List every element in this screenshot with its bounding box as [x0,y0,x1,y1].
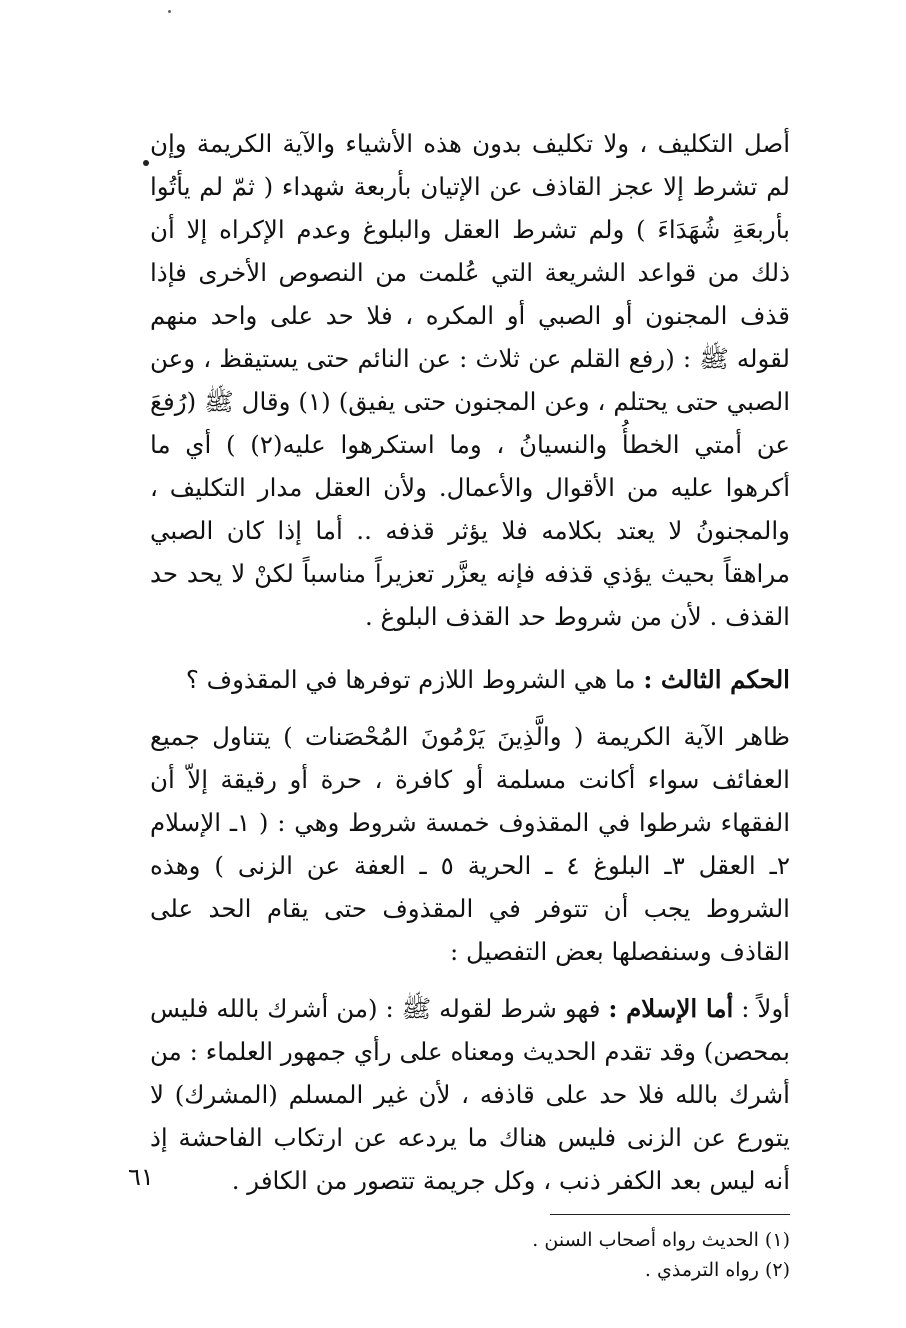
paragraph-1: أصل التكليف ، ولا تكليف بدون هذه الأشياء والآية الكريمة وإن لم تشرط إلا عجز القاذف عن الإتيان بأربعة شهداء ( ثمّ لم يأتُوا بأربعَةِ شُهَدَاءَ ) ولم تشرط العقل والبلوغ وعدم الإكراه إلا أن ذلك من قواعد الشريعة التي عُلمت من النصوص الأخرى فإذا قذف المجنون أو الصبي أو المكره ، فلا حد على واحد منهم لقوله ﷺ : (رفع القلم عن ثلاث : عن النائم حتى يستيقظ ، وعن الصبي حتى يحتلم ، وعن المجنون حتى يفيق) (١) وقال ﷺ (رُفعَ عن أمتي الخطأُ والنسيانُ ، وما استكرهوا عليه(٢) ) أي ما أكرهوا عليه من الأقوال والأعمال. ولأن العقل مدار التكليف ، والمجنونُ لا يعتد بكلامه فلا يؤثر قذفه .. أما إذا كان الصبي مراهقاً بحيث يؤذي قذفه فإنه يعزَّر تعزيراً مناسباً لكنْ لا يحد حد القذف . لأن من شروط حد القذف البلوغ . [150,129,791,631]
footnote-separator [550,1214,790,1215]
paragraph-4-text: فهو شرط لقوله ﷺ : (من أشرك بالله فليس بمحصن) وقد تقدم الحديث ومعناه على رأي جمهور العلماء : من أشرك بالله فلا حد على قاذفه ، لأن غير المسلم (المشرك) لا يتورع عن الزنى فليس هناك ما يردعه عن ارتكاب الفاحشة إذ أنه ليس بعد الكفر ذنب ، وكل جريمة تتصور من الكافر . [150,994,790,1195]
section-heading-text: ما هي الشروط اللازم توفرها في المقذوف ؟ [185,665,636,694]
page-number: ٦١ [128,1163,154,1191]
paragraph-4-prefix: أولاً : [741,994,790,1023]
footnotes [150,1225,790,1285]
section-heading-label: الحكم الثالث : [643,665,790,694]
speck [143,160,149,166]
paragraph-3: ظاهر الآية الكريمة ( والَّذِينَ يَرْمُونَ المُحْصَنات ) يتناول جميع العفائف سواء أكانت مسلمة أو كافرة ، حرة أو رقيقة إلاّ أن الفقهاء شرطوا في المقذوف خمسة شروط وهي : ( ١ـ الإسلام ٢ـ العقل ٣ـ البلوغ ٤ ـ الحرية ٥ ـ العفة عن الزنى ) وهذه الشروط يجب أن تتوفر في المقذوف حتى يقام الحد على القاذف وسنفصلها بعض التفصيل : [150,722,791,966]
speck [168,10,171,13]
paragraph-4-label: أما الإسلام : [608,994,734,1023]
footnote-1: (١) الحديث رواه أصحاب السنن . [532,1229,790,1251]
paragraph-4 [150,987,790,1202]
footnote-2: (٢) رواه الترمذي . [644,1259,790,1281]
section-heading [150,658,790,701]
page-body [150,118,790,1285]
